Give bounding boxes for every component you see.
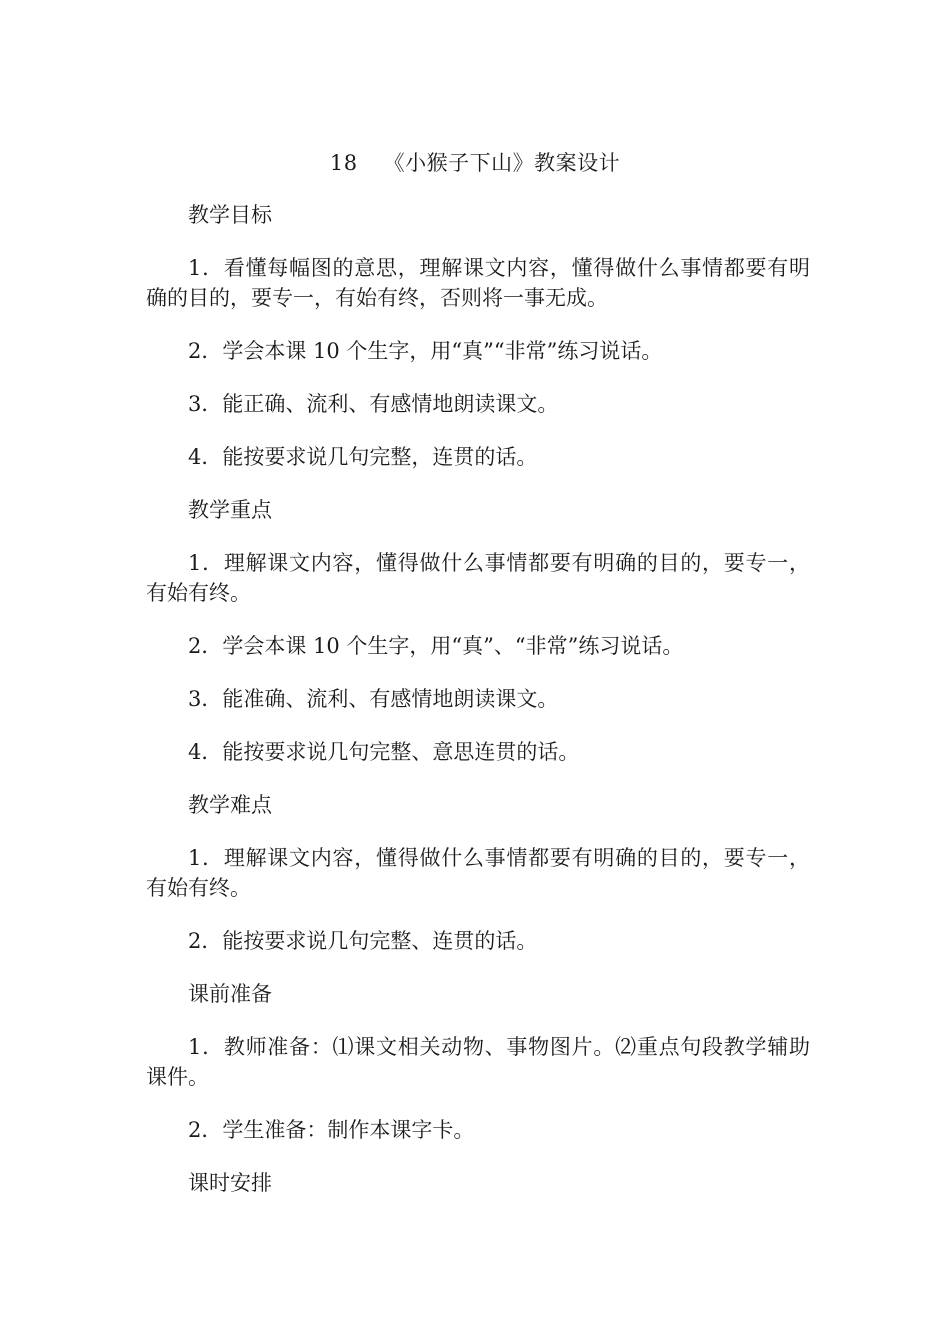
preparation-item-1: 1．教师准备：⑴课文相关动物、事物图片。⑵重点句段教学辅助课件。 <box>146 1035 810 1089</box>
objective-item-2: 2．学会本课 10 个生字，用“真”“非常”练习说话。 <box>188 339 663 363</box>
section-heading-objectives: 教学目标 <box>188 203 272 227</box>
title-text: 《小猴子下山》教案设计 <box>383 151 621 175</box>
difficulty-item-1: 1．理解课文内容，懂得做什么事情都要有明确的目的，要专一，有始有终。 <box>146 846 810 900</box>
objective-item-1: 1．看懂每幅图的意思，理解课文内容，懂得做什么事情都要有明确的目的，要专一，有始有终，否则将一事无成。 <box>146 256 810 310</box>
key-point-item-1: 1．理解课文内容，懂得做什么事情都要有明确的目的，要专一，有始有终。 <box>146 551 810 605</box>
key-point-item-2: 2．学会本课 10 个生字，用“真”、“非常”练习说话。 <box>188 634 684 658</box>
section-heading-preparation: 课前准备 <box>188 982 272 1006</box>
section-heading-schedule: 课时安排 <box>188 1171 272 1195</box>
difficulty-item-2: 2．能按要求说几句完整、连贯的话。 <box>188 929 538 953</box>
title-number: 18 <box>329 151 358 175</box>
document-body <box>146 200 810 1221</box>
section-heading-key-points: 教学重点 <box>188 498 272 522</box>
key-point-item-4: 4．能按要求说几句完整、意思连贯的话。 <box>188 740 580 764</box>
document-title <box>0 148 950 178</box>
section-heading-difficulties: 教学难点 <box>188 793 272 817</box>
preparation-item-2: 2．学生准备：制作本课字卡。 <box>188 1118 475 1142</box>
key-point-item-3: 3．能准确、流利、有感情地朗读课文。 <box>188 687 559 711</box>
objective-item-3: 3．能正确、流利、有感情地朗读课文。 <box>188 392 559 416</box>
objective-item-4: 4．能按要求说几句完整，连贯的话。 <box>188 445 538 469</box>
